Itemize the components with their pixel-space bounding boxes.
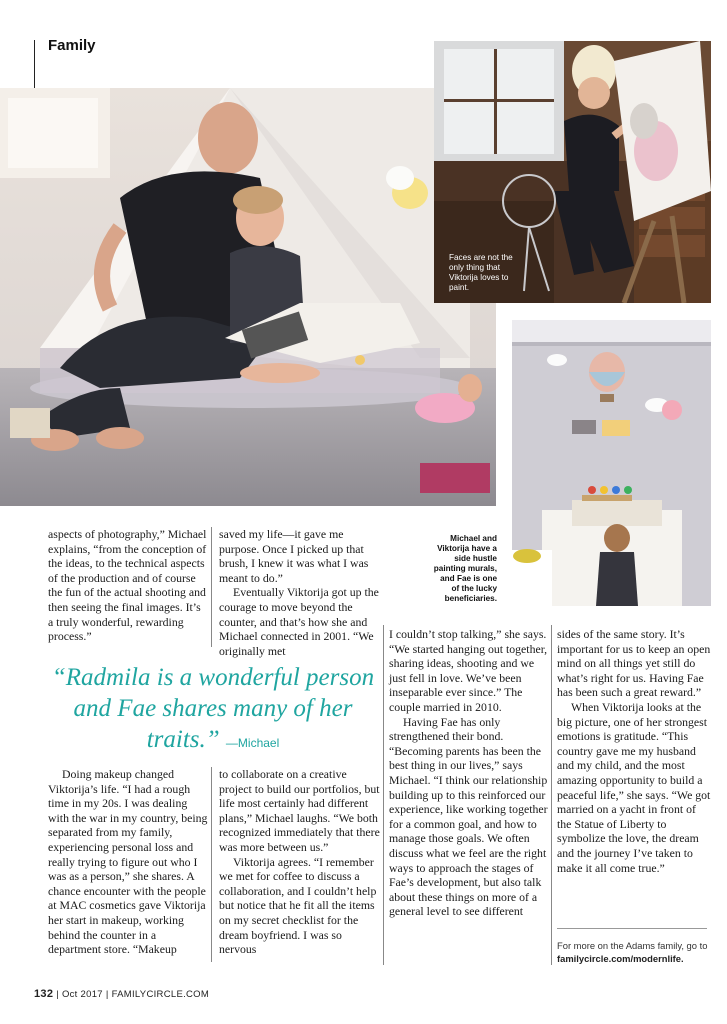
body-column-4	[557, 627, 712, 875]
footer-separator: |	[105, 989, 112, 1000]
footer-separator: |	[56, 989, 62, 1000]
column-rule	[551, 625, 552, 965]
paragraph: When Viktorija looks at the big picture, one of her strongest emotions is gratitude. “This country gave me my husband and my child, and the most amazing opportunity to build a peaceful life,” she says. “We got married on a yacht in front of the Statue of Liberty to symbolize the love, the dream and the journey I’ve taken to make it all come true.”	[557, 699, 711, 875]
pull-quote-attribution: —Michael	[225, 736, 280, 750]
more-info-link[interactable]: familycircle.com/modernlife.	[557, 953, 684, 964]
body-column-1-bottom	[48, 767, 208, 957]
section-rule	[34, 40, 35, 88]
more-info-text: For more on the Adams family, go to	[557, 940, 708, 951]
photo-caption: Faces are not the only thing that Viktorija loves to paint.	[449, 253, 513, 292]
body-column-1-top	[48, 527, 208, 644]
photo-mural-room	[512, 320, 711, 606]
paragraph: Doing makeup changed Viktorija’s life. “I had a rough time in my 20s. I was dealing with the war in my country, being separated from my family, experiencing personal loss and really trying to figure out who I was as a person,” she shares. A chance encounter with the people at MAC cosmetics gave Viktorija her start in makeup, working behind the counter in a department store. “Makeup	[48, 767, 208, 957]
more-info	[557, 939, 717, 965]
paragraph: saved my life—it gave me purpose. Once I picked up that brush, I knew it was what I was meant to do.”	[219, 527, 369, 585]
pull-quote-text: “Radmila is a wonderful person and Fae shares many of her traits.”	[51, 664, 375, 753]
column-rule	[211, 527, 212, 647]
magazine-site: FAMILYCIRCLE.COM	[111, 989, 210, 1000]
paragraph: aspects of photography,” Michael explains, “from the conception of the ideas, to the technical aspects of the production and of course the fun of the actual shooting and then seeing the final images. It’s a truly wonderful, rewarding process.”	[48, 527, 207, 644]
body-column-3	[389, 627, 549, 919]
section-label: Family	[48, 37, 96, 54]
paragraph: Having Fae has only strengthened their bond. “Becoming parents has been the best thing in our lives,” says Michael. “I think our relationship building up to this reinforced our experience, like working together for a common goal, and how to manage those goals. We often discuss what we feel are the right ways to approach the stages of Fae’s development, but also talk about these things on more of a general level to see different	[389, 714, 548, 919]
paragraph: sides of the same story. It’s important for us to keep an open mind on all things yet still do what’s right for us. Having Fae has been such a great reward.”	[557, 627, 711, 700]
more-info-rule	[557, 928, 707, 929]
photo-father-daughter-reading	[0, 88, 496, 506]
page-footer	[34, 988, 209, 1000]
column-rule	[383, 625, 384, 965]
paragraph: Viktorija agrees. “I remember we met for coffee to discuss a collaboration, and I couldn’t help but notice that he fit all the items on my secret checklist for the dream boyfriend. I was so nervous	[219, 854, 377, 957]
photo-caption: Michael and Viktorija have a side hustle painting murals, and Fae is one of the lucky beneficiaries.	[433, 534, 497, 603]
body-column-2-bottom	[219, 767, 381, 957]
paragraph: Eventually Viktorija got up the courage to move beyond the counter, and that’s how she and Michael connected in 2001. “We originally met	[219, 585, 379, 658]
issue-date: Oct 2017	[61, 989, 103, 1000]
paragraph: to collaborate on a creative project to build our portfolios, but life most certainly had different plans,” Michael laughs. “We both recognized immediately that there was more between us.”	[219, 767, 380, 854]
pull-quote	[48, 662, 378, 759]
column-rule	[211, 767, 212, 962]
page-number: 132	[34, 988, 54, 1000]
paragraph: I couldn’t stop talking,” she says. “We started hanging out together, sharing ideas, shooting and we just fell in love. We’ve been inseparable ever since.” The couple married in 2010.	[389, 627, 548, 714]
body-column-2-top	[219, 527, 381, 658]
